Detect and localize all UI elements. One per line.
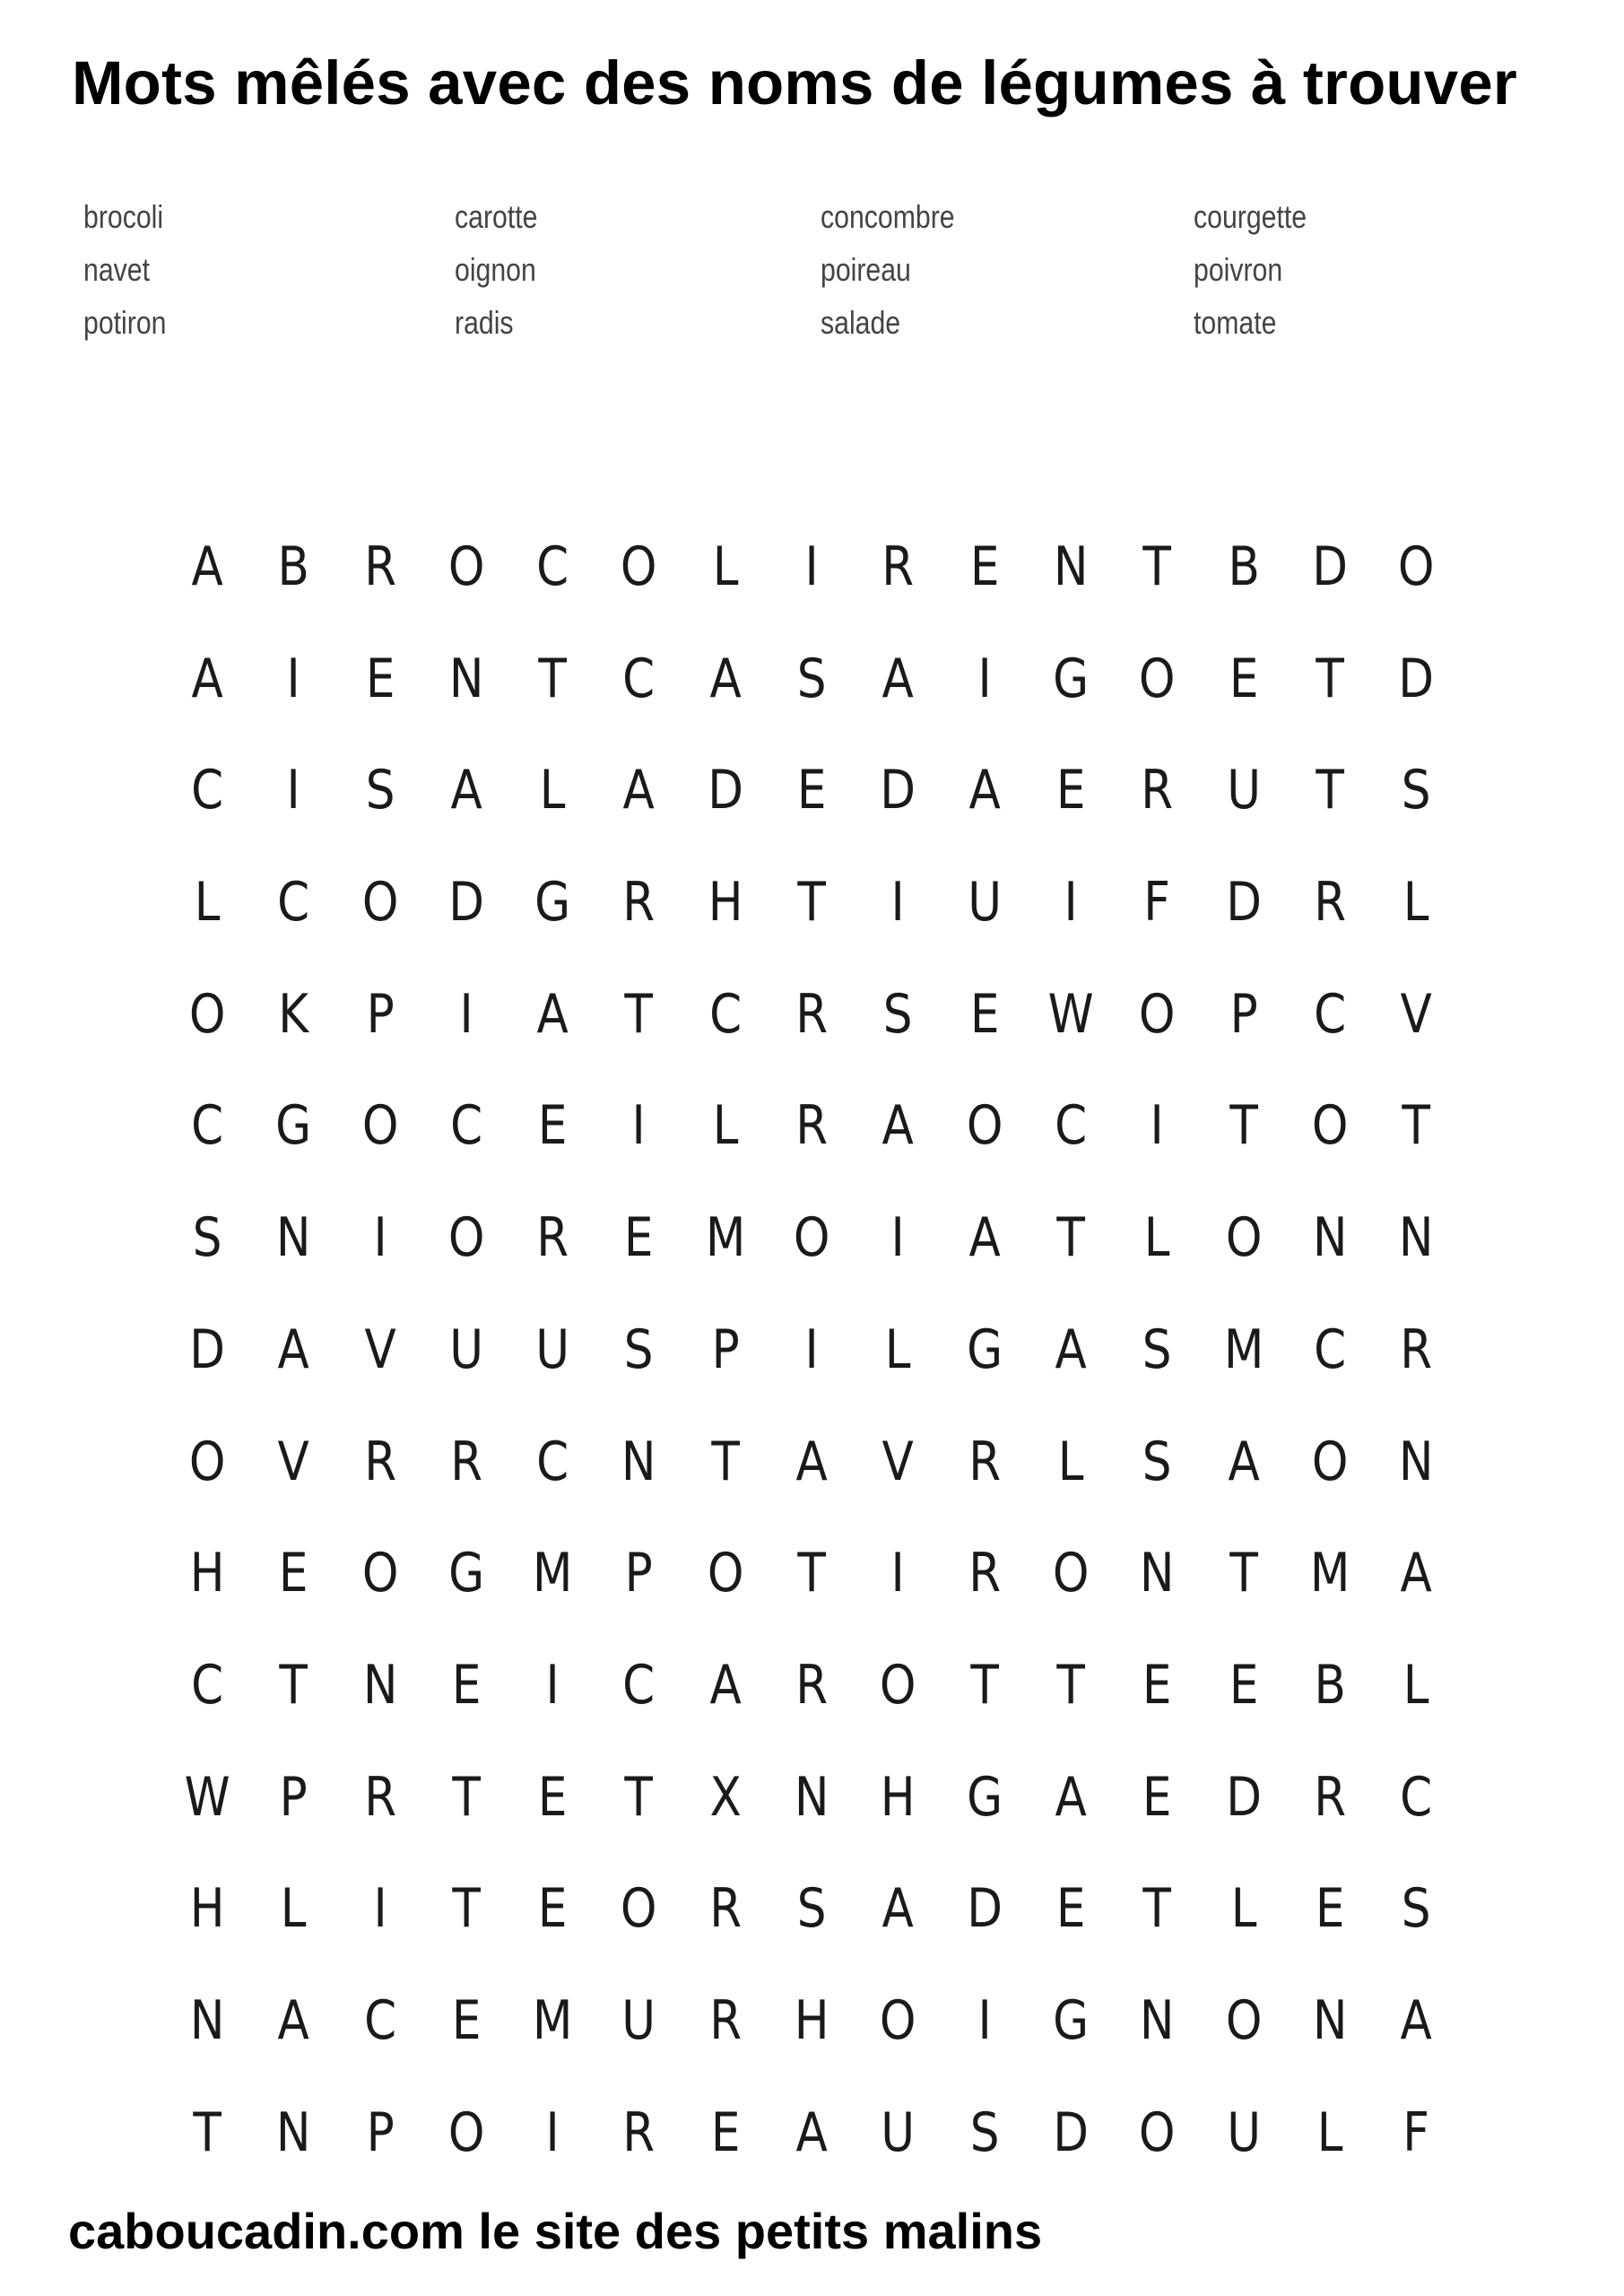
grid-letter: L bbox=[712, 1094, 739, 1158]
grid-letter: T bbox=[1229, 1542, 1258, 1605]
grid-letter: S bbox=[365, 759, 395, 822]
grid-letter: E bbox=[624, 1206, 654, 1270]
grid-letter: R bbox=[968, 1430, 1001, 1493]
grid-letter: S bbox=[624, 1318, 655, 1381]
word-list-item: oignon bbox=[455, 251, 536, 288]
grid-letter: D bbox=[1225, 1765, 1262, 1829]
grid-letter: T bbox=[1229, 1094, 1258, 1158]
grid-letter: A bbox=[277, 1988, 310, 2052]
grid-letter: N bbox=[1312, 1988, 1348, 2052]
grid-letter: A bbox=[1400, 1988, 1432, 2052]
grid-letter: A bbox=[881, 1094, 915, 1158]
grid-letter: R bbox=[363, 1430, 396, 1493]
grid-letter: I bbox=[890, 1206, 906, 1270]
grid-letter: U bbox=[967, 871, 1002, 935]
grid-letter: P bbox=[1229, 982, 1258, 1046]
grid-letter: E bbox=[538, 1094, 568, 1158]
grid-letter: T bbox=[970, 1653, 999, 1717]
grid-letter: M bbox=[1309, 1542, 1350, 1605]
word-list-item: carotte bbox=[455, 198, 538, 235]
grid-letter: N bbox=[1399, 1206, 1434, 1270]
grid-letter: C bbox=[536, 535, 569, 598]
word-list-item: poireau bbox=[821, 251, 911, 288]
grid-letter: P bbox=[711, 1318, 740, 1381]
grid-letter: I bbox=[373, 1206, 387, 1270]
grid-letter: I bbox=[286, 647, 301, 710]
grid-letter: E bbox=[969, 535, 1000, 598]
grid-letter: R bbox=[881, 535, 915, 598]
grid-letter: H bbox=[189, 1877, 225, 1941]
grid-letter: A bbox=[968, 759, 1001, 822]
grid-letter: E bbox=[1142, 1653, 1172, 1717]
grid-letter: R bbox=[795, 982, 829, 1046]
grid-letter: C bbox=[622, 647, 656, 710]
grid-letter: N bbox=[1312, 1206, 1348, 1270]
grid-letter: N bbox=[448, 647, 484, 710]
footer-text: caboucadin.com le site des petits malins bbox=[68, 2203, 1043, 2259]
grid-letter: O bbox=[1225, 1206, 1263, 1270]
grid-letter: A bbox=[1055, 1765, 1087, 1829]
word-list-item: radis bbox=[455, 304, 514, 341]
grid-letter: M bbox=[533, 1542, 573, 1605]
grid-letter: E bbox=[451, 1988, 482, 2052]
grid-letter: E bbox=[451, 1653, 482, 1717]
grid-letter: O bbox=[621, 535, 657, 598]
grid-letter: G bbox=[534, 871, 571, 935]
grid-letter: F bbox=[1143, 871, 1171, 935]
grid-letter: O bbox=[188, 982, 226, 1046]
grid-letter: T bbox=[797, 871, 826, 935]
grid-letter: T bbox=[1056, 1206, 1085, 1270]
word-list-item: brocoli bbox=[83, 198, 164, 235]
grid-letter: K bbox=[278, 982, 309, 1046]
grid-letter: A bbox=[1228, 1430, 1260, 1493]
grid-letter: D bbox=[448, 871, 484, 935]
grid-letter: L bbox=[712, 535, 739, 598]
grid-letter: O bbox=[188, 1430, 226, 1493]
grid-letter: A bbox=[191, 647, 223, 710]
grid-letter: C bbox=[536, 1430, 569, 1493]
grid-letter: P bbox=[366, 2100, 395, 2164]
grid-letter: E bbox=[1055, 759, 1086, 822]
grid-letter: E bbox=[1055, 1877, 1086, 1941]
grid-letter: E bbox=[538, 1877, 568, 1941]
grid-letter: U bbox=[449, 1318, 483, 1381]
grid-letter: C bbox=[191, 1094, 224, 1158]
grid-letter: A bbox=[709, 1653, 742, 1717]
grid-letter: A bbox=[881, 1877, 915, 1941]
grid-letter: L bbox=[1403, 871, 1429, 935]
grid-letter: I bbox=[977, 1988, 992, 2052]
word-list-item: courgette bbox=[1194, 198, 1307, 235]
grid-letter: O bbox=[361, 1094, 399, 1158]
grid-letter: I bbox=[977, 647, 992, 710]
grid-letter: D bbox=[1312, 535, 1348, 598]
page-title: Mots mêlés avec des noms de légumes à trouver bbox=[72, 48, 1517, 117]
grid-letter: C bbox=[450, 1094, 483, 1158]
grid-letter: C bbox=[1055, 1094, 1088, 1158]
letter-grid bbox=[164, 529, 1464, 2206]
grid-letter: T bbox=[1142, 1877, 1172, 1941]
grid-letter: C bbox=[1400, 1765, 1433, 1829]
grid-letter: O bbox=[361, 1542, 399, 1605]
word-list-item: salade bbox=[821, 304, 901, 341]
grid-letter: V bbox=[881, 1430, 915, 1493]
grid-letter: H bbox=[708, 871, 743, 935]
grid-letter: R bbox=[536, 1206, 569, 1270]
grid-letter: N bbox=[362, 1653, 398, 1717]
grid-letter: B bbox=[1228, 535, 1260, 598]
grid-letter: N bbox=[1140, 1542, 1175, 1605]
grid-letter: C bbox=[1313, 982, 1347, 1046]
grid-letter: I bbox=[459, 982, 473, 1046]
grid-letter: O bbox=[880, 1653, 916, 1717]
grid-letter: I bbox=[804, 535, 819, 598]
grid-letter: T bbox=[1402, 1094, 1431, 1158]
grid-letter: T bbox=[193, 2100, 221, 2164]
grid-letter: O bbox=[447, 2100, 485, 2164]
grid-letter: A bbox=[968, 1206, 1001, 1270]
grid-letter: I bbox=[890, 1542, 906, 1605]
grid-letter: F bbox=[1403, 2100, 1430, 2164]
grid-letter: X bbox=[709, 1765, 742, 1829]
grid-letter: O bbox=[1311, 1094, 1349, 1158]
grid-letter: I bbox=[1064, 871, 1078, 935]
grid-letter: S bbox=[1401, 1877, 1431, 1941]
grid-letter: P bbox=[625, 1542, 654, 1605]
grid-letter: M bbox=[533, 1988, 573, 2052]
grid-letter: U bbox=[1226, 759, 1261, 822]
grid-letter: T bbox=[1056, 1653, 1085, 1717]
grid-letter: A bbox=[795, 2100, 828, 2164]
grid-letter: O bbox=[447, 535, 485, 598]
grid-letter: R bbox=[795, 1653, 829, 1717]
grid-letter: T bbox=[452, 1765, 481, 1829]
grid-letter: R bbox=[708, 1877, 742, 1941]
grid-letter: G bbox=[448, 1542, 485, 1605]
grid-letter: E bbox=[796, 759, 827, 822]
grid-letter: L bbox=[281, 1877, 307, 1941]
word-list-item: tomate bbox=[1194, 304, 1277, 341]
grid-letter: E bbox=[710, 2100, 741, 2164]
grid-letter: C bbox=[191, 1653, 224, 1717]
grid-letter: S bbox=[1142, 1318, 1172, 1381]
grid-letter: N bbox=[794, 1765, 829, 1829]
grid-letter: L bbox=[1403, 1653, 1429, 1717]
grid-letter: T bbox=[452, 1877, 481, 1941]
grid-letter: R bbox=[968, 1542, 1001, 1605]
grid-letter: A bbox=[450, 759, 482, 822]
grid-letter: O bbox=[793, 1206, 830, 1270]
grid-letter: E bbox=[365, 647, 395, 710]
grid-letter: S bbox=[1142, 1430, 1172, 1493]
grid-letter: I bbox=[545, 2100, 560, 2164]
grid-letter: L bbox=[539, 759, 566, 822]
grid-letter: T bbox=[797, 1542, 826, 1605]
grid-letter: R bbox=[363, 535, 396, 598]
grid-letter: T bbox=[1316, 647, 1344, 710]
grid-letter: T bbox=[624, 982, 654, 1046]
grid-letter: S bbox=[883, 982, 913, 1046]
grid-letter: V bbox=[1400, 982, 1432, 1046]
grid-letter: O bbox=[1139, 647, 1176, 710]
grid-letter: R bbox=[708, 1988, 742, 2052]
grid-letter: I bbox=[545, 1653, 560, 1717]
grid-letter: U bbox=[1226, 2100, 1261, 2164]
word-list-item: concombre bbox=[821, 198, 955, 235]
grid-letter: N bbox=[1140, 1988, 1175, 2052]
grid-letter: R bbox=[363, 1765, 396, 1829]
grid-letter: N bbox=[189, 1988, 225, 2052]
grid-letter: I bbox=[890, 871, 906, 935]
grid-letter: O bbox=[361, 871, 399, 935]
grid-letter: H bbox=[881, 1765, 916, 1829]
grid-letter: N bbox=[621, 1430, 656, 1493]
grid-letter: M bbox=[705, 1206, 746, 1270]
grid-letter: I bbox=[1150, 1094, 1165, 1158]
grid-letter: A bbox=[536, 982, 569, 1046]
grid-letter: E bbox=[279, 1542, 308, 1605]
grid-letter: O bbox=[1311, 1430, 1349, 1493]
grid-letter: N bbox=[1399, 1430, 1434, 1493]
grid-letter: A bbox=[277, 1318, 310, 1381]
grid-letter: O bbox=[1397, 535, 1435, 598]
grid-letter: B bbox=[1314, 1653, 1346, 1717]
grid-letter: A bbox=[709, 647, 742, 710]
grid-letter: O bbox=[966, 1094, 1003, 1158]
grid-letter: I bbox=[804, 1318, 819, 1381]
grid-letter: E bbox=[1229, 647, 1259, 710]
word-list-item: potiron bbox=[83, 304, 167, 341]
grid-letter: G bbox=[275, 1094, 312, 1158]
grid-letter: M bbox=[1223, 1318, 1264, 1381]
grid-letter: H bbox=[189, 1542, 225, 1605]
grid-letter: W bbox=[1047, 982, 1094, 1046]
grid-letter: D bbox=[708, 759, 743, 822]
grid-letter: H bbox=[794, 1988, 829, 2052]
grid-letter: A bbox=[1055, 1318, 1087, 1381]
grid-letter: S bbox=[1401, 759, 1431, 822]
grid-letter: D bbox=[189, 1318, 226, 1381]
grid-letter: G bbox=[1053, 1988, 1090, 2052]
grid-letter: B bbox=[277, 535, 310, 598]
grid-letter: A bbox=[1400, 1542, 1432, 1605]
grid-letter: V bbox=[277, 1430, 310, 1493]
grid-letter: T bbox=[1142, 535, 1172, 598]
grid-letter: R bbox=[1141, 759, 1174, 822]
grid-letter: D bbox=[966, 1877, 1003, 1941]
word-list bbox=[83, 190, 1563, 349]
grid-letter: O bbox=[1139, 982, 1176, 1046]
grid-letter: U bbox=[535, 1318, 570, 1381]
grid-letter: R bbox=[1314, 1765, 1346, 1829]
grid-letter: G bbox=[1053, 647, 1090, 710]
grid-letter: R bbox=[450, 1430, 482, 1493]
grid-letter: A bbox=[191, 535, 223, 598]
grid-letter: D bbox=[1225, 871, 1262, 935]
grid-letter: T bbox=[538, 647, 568, 710]
grid-letter: E bbox=[538, 1765, 568, 1829]
grid-letter: O bbox=[1052, 1542, 1090, 1605]
grid-letter: G bbox=[966, 1765, 1003, 1829]
grid-letter: T bbox=[1316, 759, 1344, 822]
grid-letter: W bbox=[184, 1765, 230, 1829]
grid-letter: D bbox=[1398, 647, 1435, 710]
grid-letter: N bbox=[1053, 535, 1089, 598]
grid-letter: C bbox=[622, 1653, 656, 1717]
grid-letter: C bbox=[191, 759, 224, 822]
grid-letter: O bbox=[1139, 2100, 1176, 2164]
grid-letter: D bbox=[1053, 2100, 1089, 2164]
grid-letter: P bbox=[279, 1765, 308, 1829]
grid-letter: P bbox=[366, 982, 395, 1046]
grid-letter: R bbox=[1400, 1318, 1433, 1381]
word-list-item: poivron bbox=[1194, 251, 1283, 288]
grid-letter: C bbox=[1313, 1318, 1347, 1381]
grid-letter: T bbox=[624, 1765, 654, 1829]
grid-letter: E bbox=[1229, 1653, 1259, 1717]
grid-letter: O bbox=[707, 1542, 744, 1605]
grid-letter: L bbox=[885, 1318, 911, 1381]
grid-letter: V bbox=[364, 1318, 396, 1381]
grid-letter: E bbox=[969, 982, 1000, 1046]
grid-letter: L bbox=[1316, 2100, 1343, 2164]
grid-letter: E bbox=[1315, 1877, 1345, 1941]
grid-letter: I bbox=[373, 1877, 387, 1941]
grid-letter: L bbox=[1230, 1877, 1257, 1941]
grid-letter: E bbox=[1142, 1765, 1172, 1829]
grid-letter: N bbox=[276, 2100, 311, 2164]
grid-letter: R bbox=[1314, 871, 1346, 935]
grid-letter: O bbox=[447, 1206, 485, 1270]
grid-letter: R bbox=[795, 1094, 829, 1158]
grid-letter: O bbox=[880, 1988, 916, 2052]
grid-letter: I bbox=[286, 759, 301, 822]
grid-letter: T bbox=[279, 1653, 308, 1717]
grid-letter: O bbox=[1225, 1988, 1263, 2052]
grid-letter: A bbox=[795, 1430, 828, 1493]
grid-letter: I bbox=[632, 1094, 647, 1158]
word-list-item: navet bbox=[83, 251, 150, 288]
grid-letter: O bbox=[621, 1877, 657, 1941]
grid-letter: D bbox=[880, 759, 916, 822]
grid-letter: T bbox=[711, 1430, 740, 1493]
grid-letter: S bbox=[192, 1206, 222, 1270]
grid-letter: U bbox=[621, 1988, 656, 2052]
grid-letter: G bbox=[966, 1318, 1003, 1381]
grid-letter: U bbox=[881, 2100, 916, 2164]
grid-letter: A bbox=[881, 647, 915, 710]
grid-letter: R bbox=[622, 2100, 656, 2164]
grid-letter: S bbox=[796, 1877, 827, 1941]
grid-letter: R bbox=[622, 871, 656, 935]
grid-letter: C bbox=[277, 871, 310, 935]
grid-letter: C bbox=[363, 1988, 396, 2052]
grid-letter: L bbox=[194, 871, 221, 935]
grid-letter: S bbox=[796, 647, 827, 710]
grid-letter: N bbox=[276, 1206, 311, 1270]
grid-letter: C bbox=[708, 982, 742, 1046]
grid-letter: S bbox=[969, 2100, 1000, 2164]
grid-letter: L bbox=[1144, 1206, 1170, 1270]
grid-letter: A bbox=[622, 759, 656, 822]
grid-letter: L bbox=[1057, 1430, 1084, 1493]
